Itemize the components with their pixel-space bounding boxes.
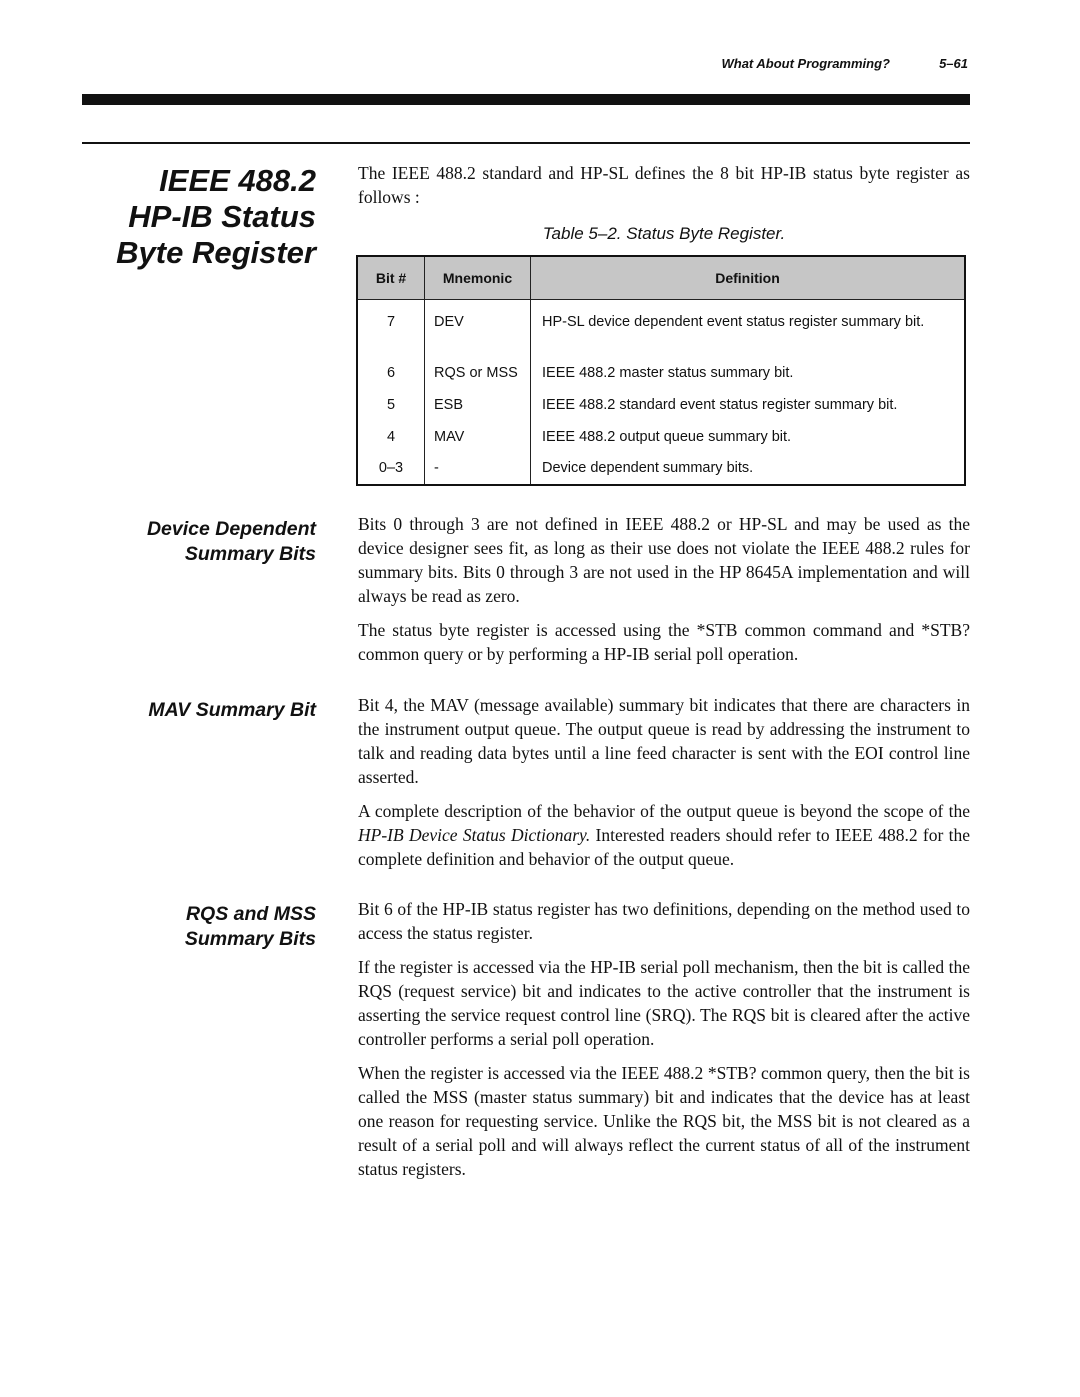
text-run: Interested readers should refer to IEEE 488.2 for the complete definition and behavior of the output queue. [358,825,970,869]
header-rule-thick [82,94,970,105]
table-caption: Table 5–2. Status Byte Register. [542,224,786,243]
cell-bit: 4 [386,429,396,445]
paragraph: Bit 6 of the HP-IB status register has two definitions, depending on the method used to access the status register. [358,899,970,943]
cell-bit: 5 [386,397,396,413]
cell-mnemonic: MAV [434,429,465,445]
cell-bit: 6 [386,365,396,381]
running-header [0,56,1080,80]
cell-definition: HP-SL device dependent event status register summary bit. [542,314,925,330]
header-title: What About Programming? [721,56,890,71]
paragraph: Bits 0 through 3 are not defined in IEEE 488.2 or HP-SL and may be used as the device designer sees fit, as long as their use does not violate the IEEE 488.2 rules for summary bits. Bits 0 through 3 are not used in the HP 8645A implementation and will always be read as zero. [358,514,970,606]
dictionary-title: HP-IB Device Status Dictionary. [358,825,591,845]
cell-mnemonic: ESB [434,397,464,413]
cell-definition: Device dependent summary bits. [542,460,754,476]
cell-bit: 7 [386,314,396,330]
intro-block [358,161,970,209]
header-mnemonic: Mnemonic [442,270,513,286]
status-byte-table [356,255,966,486]
intro-paragraph: The IEEE 488.2 standard and HP-SL defines the 8 bit HP-IB status byte register as follows : [358,163,970,207]
mav-block [358,693,970,871]
heading-mav [148,698,316,723]
heading-line: MAV Summary Bit [148,699,316,721]
paragraph: The status byte register is accessed using the *STB common command and *STB? common query or by performing a HP-IB serial poll operation. [358,620,970,664]
section-title-line: IEEE 488.2 [159,163,316,198]
cell-mnemonic: DEV [434,314,464,330]
cell-definition: IEEE 488.2 master status summary bit. [542,365,794,381]
cell-mnemonic: RQS or MSS [434,365,518,381]
section-title-line: HP-IB Status [128,199,316,234]
cell-definition: IEEE 488.2 output queue summary bit. [542,429,792,445]
section-title-line: Byte Register [116,235,316,270]
section-rule [82,142,970,144]
heading-line: RQS and MSS [185,903,316,925]
heading-device-dependent [147,517,316,567]
heading-line: Summary Bits [184,928,316,950]
cell-mnemonic: - [434,460,439,476]
heading-line: Summary Bits [184,543,316,565]
text-run: A complete description of the behavior of the output queue is beyond the scope of the [358,801,970,821]
heading-line: Device Dependent [146,518,316,540]
paragraph: Bit 4, the MAV (message available) summary bit indicates that there are characters in the instrument output queue. The output queue is read by addressing the instrument to talk and reading data bytes until a line feed character is sent with the EOI control line asserted. [358,695,970,787]
rqs-mss-block [358,897,970,1181]
cell-bit: 0–3 [378,460,404,476]
heading-rqs-mss [185,902,316,952]
paragraph: If the register is accessed via the HP-IB serial poll mechanism, then the bit is called the RQS (request service) bit and indicates to the active controller that the instrument is asserting the service request control line (SRQ). The RQS bit is cleared after the active controller performs a serial poll operation. [358,957,970,1049]
header-bit: Bit # [375,270,407,286]
paragraph: When the register is accessed via the IEEE 488.2 *STB? common query, then the bit is called the MSS (master status summary) bit and indicates that the device has at least one reason for requesting service. Unlike the RQS bit, the MSS bit is not cleared as a result of a serial poll and will always reflect the current status of all of the instrument status registers. [358,1063,970,1179]
paragraph [358,799,970,871]
section-title [116,163,316,271]
cell-definition: IEEE 488.2 standard event status register summary bit. [542,397,898,413]
header-definition: Definition [715,270,780,286]
page-number: 5–61 [939,56,968,71]
device-dependent-block [358,512,970,666]
